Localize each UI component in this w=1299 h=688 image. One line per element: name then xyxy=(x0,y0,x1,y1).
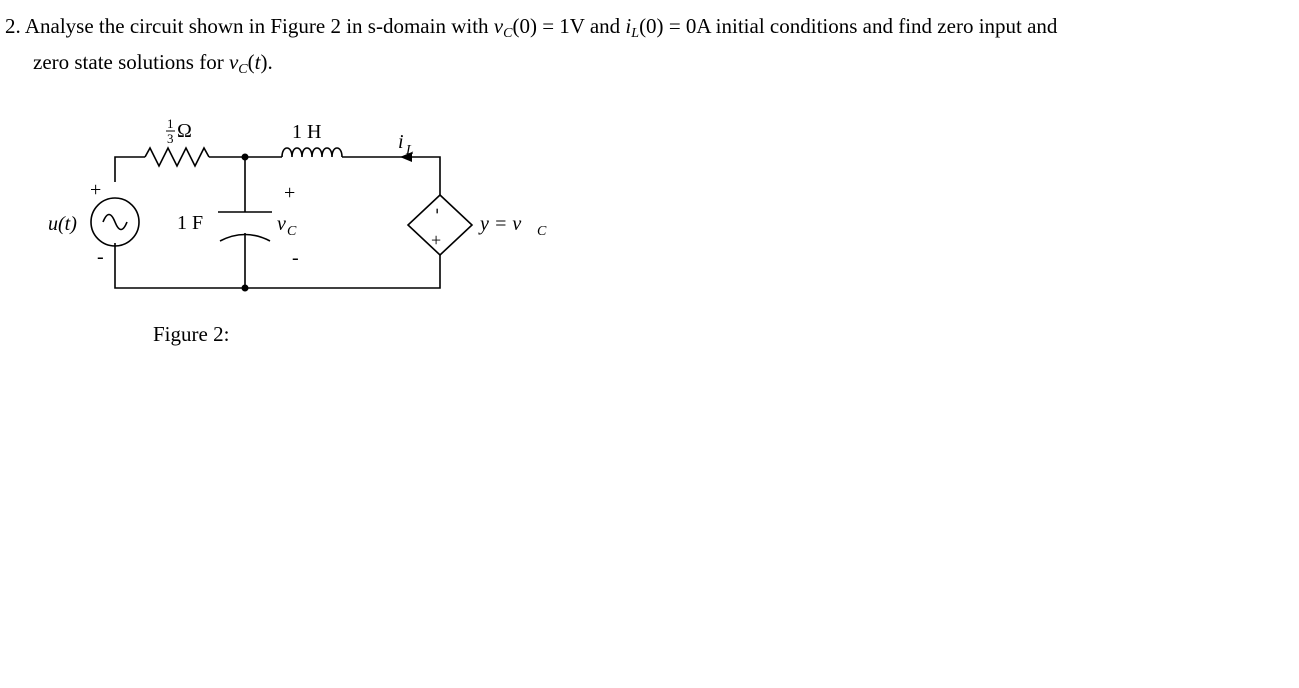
resistor-den: 3 xyxy=(167,131,174,146)
dep-minus: - xyxy=(429,208,449,214)
voltage-label: v xyxy=(277,213,286,235)
dep-plus: + xyxy=(431,230,442,250)
problem-line-1: 2. Analyse the circuit shown in Figure 2 in s-domain with $v_C(0) = 1V$ and $i_L(0) = 0A$ initial conditions and find zero input and xyxy=(5,14,1058,41)
resistor-num: 1 xyxy=(167,116,174,131)
node-top xyxy=(242,154,249,161)
problem-text-d: zero state solutions for xyxy=(33,50,224,74)
circuit-figure xyxy=(0,100,600,300)
problem-statement xyxy=(5,12,1295,84)
problem-text-a: Analyse the circuit shown in Figure 2 in s-domain with xyxy=(24,14,489,38)
figure-caption: Figure 2: xyxy=(153,322,230,346)
inductor-coil xyxy=(282,148,342,157)
source-plus: + xyxy=(90,179,102,201)
resistor-label: Ω xyxy=(177,120,192,142)
cap-plus: + xyxy=(284,182,296,204)
output-label: y = v xyxy=(480,213,522,235)
source-label: u(t) xyxy=(48,213,77,235)
current-label: i xyxy=(398,131,404,153)
current-sub: L xyxy=(406,143,414,158)
output-sub: C xyxy=(537,224,547,239)
vc0-value: = 1V xyxy=(542,14,585,38)
resistor-zigzag xyxy=(145,148,209,166)
il0-value: = 0A xyxy=(668,14,711,38)
source-minus: - xyxy=(97,246,104,268)
capacitor-label: 1 F xyxy=(177,212,204,234)
problem-line-2: zero state solutions for $v_C(t)$. xyxy=(33,50,273,77)
inductor-label: 1 H xyxy=(292,121,322,143)
node-bottom xyxy=(242,285,249,292)
wire-source-bottom xyxy=(115,243,440,288)
wire-inductor-right xyxy=(342,157,440,195)
wire-left-top xyxy=(115,157,145,182)
problem-text-e: . xyxy=(267,50,273,74)
problem-text-c: initial conditions and find zero input and xyxy=(715,14,1058,38)
ac-source-wave xyxy=(103,215,127,230)
problem-number: 2. xyxy=(5,14,21,38)
voltage-sub: C xyxy=(287,224,297,239)
cap-minus: - xyxy=(292,247,299,269)
problem-text-b: and xyxy=(589,14,621,38)
